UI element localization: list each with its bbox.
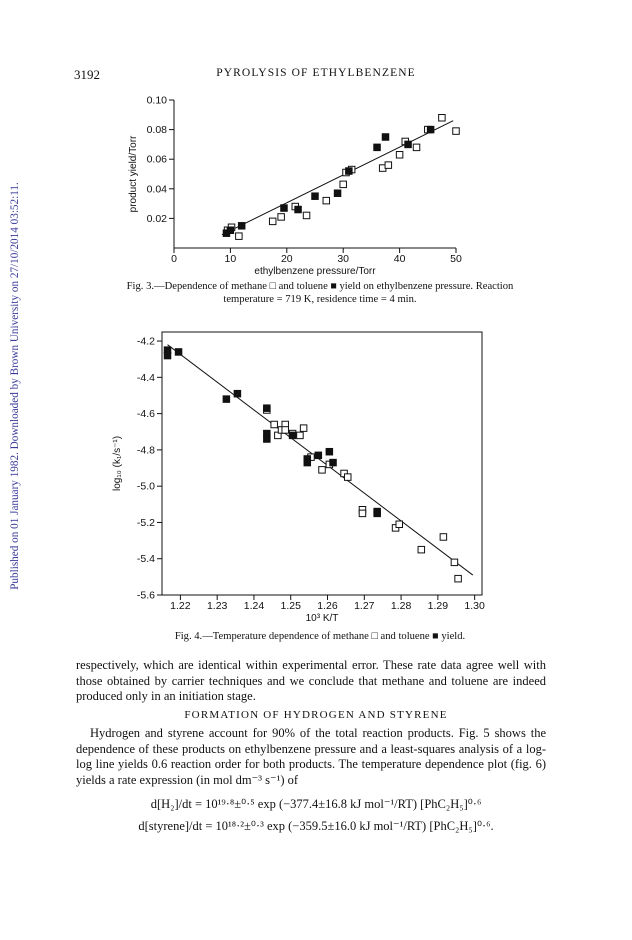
- fig4-methane-point: [344, 474, 351, 481]
- fig4-y-tick-label: -5.4: [136, 553, 155, 566]
- fig3-methane-point: [439, 115, 446, 122]
- fig4-methane-point: [297, 432, 304, 439]
- fig4-y-tick-label: -5.0: [136, 480, 155, 493]
- fig3-toluene-point: [238, 223, 245, 230]
- fig4-x-tick-label: 1.24: [243, 600, 265, 612]
- fig4-x-tick-label: 1.27: [354, 600, 375, 612]
- equation-hydrogen-rate: d[H₂]/dt = 10¹⁹·⁸±⁰·⁵ exp (−377.4±16.8 kJ mol⁻¹/RT) [PhC₂H₅]⁰·⁶: [150, 797, 482, 811]
- fig4-toluene-point: [234, 390, 241, 397]
- fig3-x-tick-label: 20: [280, 253, 293, 265]
- fig4-x-tick-label: 1.26: [317, 600, 338, 612]
- fig4-methane-point: [300, 425, 307, 432]
- fig4-methane-point: [396, 521, 403, 528]
- fig4-methane-point: [451, 559, 458, 566]
- figure-3-caption-line1: Fig. 3.—Dependence of methane □ and toluene ■ yield on ethylbenzene pressure. Reaction: [126, 281, 514, 292]
- fig4-y-tick-label: -4.2: [136, 335, 155, 348]
- fig4-toluene-point: [264, 405, 271, 412]
- fig4-x-tick-label: 1.28: [390, 600, 412, 612]
- fig3-methane-point: [413, 144, 420, 151]
- fig4-x-axis-label: 10³ K/T: [305, 613, 339, 624]
- fig4-methane-point: [319, 467, 326, 474]
- fig3-toluene-point: [374, 144, 381, 151]
- fig3-toluene-point: [427, 126, 434, 133]
- figure-4-chart: [100, 322, 500, 622]
- fig3-x-tick-label: 0: [171, 253, 177, 265]
- fig4-y-tick-label: -4.8: [136, 444, 155, 457]
- download-watermark: Published on 01 January 1982. Downloaded by Brown University on 27/10/2014 03:52:11.: [9, 182, 21, 590]
- fig4-toluene-point: [330, 459, 337, 466]
- fig3-y-tick-label: 0.08: [146, 124, 167, 137]
- fig3-y-tick-label: 0.06: [146, 153, 167, 166]
- fig3-toluene-point: [334, 190, 341, 197]
- fig4-y-tick-label: -5.6: [136, 589, 155, 602]
- fig4-toluene-point: [223, 396, 230, 403]
- fig4-toluene-point: [289, 432, 296, 439]
- running-head: PYROLYSIS OF ETHYLBENZENE: [216, 67, 416, 79]
- fig3-y-tick-label: 0.02: [146, 212, 167, 225]
- body-paragraph-2: Hydrogen and styrene account for 90% of the total reaction products. Fig. 5 shows the dependence of these products on ethylbenzene pressure and a least-squares analysis of a log-log line yields 0.6 reaction order for both products. The temperature dependence plot (fig. 6) yields a rate expression (in mol dm⁻³ s⁻¹) of: [76, 726, 546, 787]
- fig3-x-tick-label: 40: [393, 253, 406, 265]
- fig3-x-tick-label: 10: [224, 253, 237, 265]
- fig4-x-tick-label: 1.30: [464, 600, 485, 612]
- fig3-methane-point: [269, 218, 276, 225]
- fig3-x-axis-label: ethylbenzene pressure/Torr: [254, 266, 376, 277]
- fig3-toluene-point: [295, 206, 302, 213]
- figure-3-caption: [60, 280, 580, 306]
- fig3-methane-point: [323, 197, 330, 204]
- fig4-toluene-point: [374, 508, 381, 515]
- fig3-toluene-point: [405, 141, 412, 148]
- body-paragraph: respectively, which are identical within experimental error. These rate data agree well with those obtained by carrier techniques and we conclude that methane and toluene are indeed produced only in an initiation stage.: [76, 658, 546, 703]
- equation-styrene-rate: d[styrene]/dt = 10¹⁸·²±⁰·³ exp (−359.5±16.0 kJ mol⁻¹/RT) [PhC₂H₅]⁰·⁶.: [138, 819, 494, 833]
- fig4-methane-point: [418, 546, 425, 553]
- fig3-y-tick-label: 0.10: [146, 94, 167, 107]
- fig3-toluene-point: [281, 205, 288, 212]
- fig4-x-tick-label: 1.22: [170, 600, 191, 612]
- fig3-methane-point: [303, 212, 310, 219]
- fig4-methane-point: [359, 510, 366, 516]
- fig3-methane-point: [453, 128, 460, 135]
- fig4-x-tick-label: 1.23: [206, 600, 228, 612]
- fig4-y-tick-label: -4.6: [136, 408, 155, 421]
- fig4-toluene-point: [175, 349, 182, 356]
- figure-3-caption-line2: temperature = 719 K, residence time = 4 min.: [223, 294, 417, 305]
- fig4-x-tick-label: 1.25: [280, 600, 301, 612]
- fig4-toluene-point: [315, 452, 322, 459]
- fig3-y-tick-label: 0.04: [146, 183, 167, 196]
- fig4-fit-line: [168, 345, 473, 575]
- fig3-methane-point: [385, 162, 392, 169]
- fig4-y-tick-label: -5.2: [136, 516, 155, 529]
- fig3-x-tick-label: 50: [450, 253, 462, 265]
- section-heading: FORMATION OF HYDROGEN AND STYRENE: [184, 709, 448, 721]
- fig4-methane-point: [271, 421, 278, 428]
- fig3-toluene-point: [346, 168, 353, 175]
- fig3-y-axis-label: product yield/Torr: [128, 135, 139, 213]
- fig4-toluene-point: [304, 459, 311, 466]
- fig4-methane-point: [455, 575, 462, 582]
- fig4-y-tick-label: -4.4: [136, 371, 155, 384]
- fig3-fit-line: [222, 121, 453, 235]
- fig3-x-tick-label: 30: [337, 253, 350, 265]
- fig4-y-axis-label: log₁₀ (k₁/s⁻¹): [112, 435, 123, 492]
- fig4-toluene-point: [264, 436, 271, 443]
- fig4-methane-point: [282, 427, 289, 434]
- fig4-x-tick-label: 1.29: [427, 600, 449, 612]
- fig3-methane-point: [278, 214, 285, 221]
- fig4-plot-frame: [162, 332, 482, 595]
- fig3-methane-point: [236, 233, 243, 240]
- fig3-toluene-point: [382, 134, 389, 141]
- page-number: 3192: [74, 67, 100, 82]
- fig3-toluene-point: [227, 227, 234, 234]
- figure-4-caption: Fig. 4.—Temperature dependence of methane □ and toluene ■ yield.: [174, 631, 466, 642]
- fig3-methane-point: [340, 181, 347, 188]
- fig3-toluene-point: [312, 193, 319, 200]
- fig4-toluene-point: [326, 448, 333, 455]
- fig4-methane-point: [440, 534, 447, 541]
- fig3-methane-point: [396, 152, 403, 159]
- fig4-toluene-point: [164, 352, 171, 359]
- figure-3-chart: [120, 90, 480, 277]
